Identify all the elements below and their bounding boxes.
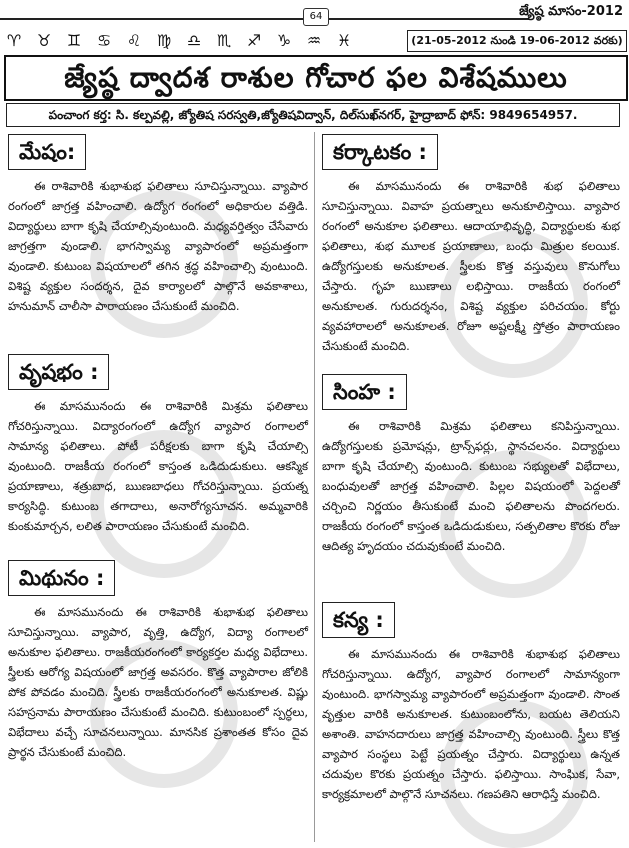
kanya-heading: కన్య :: [322, 602, 395, 638]
kanya-body: ఈ మాసమునందు ఈ రాశివారికి శుభాశుభ ఫలితాలు గోచరిస్తున్నాయి. ఉద్యోగ, వ్యాపార రంగాలలో సామాన్యంగా వుంటుంది. భాగస్వామ్య వ్యాపారంలో అప్రమత్తంగా వుండాలి. సొంత వృత్తుల వారికి అనుకూలత. కుటుంబంలోను, బయట తెలియని అశాంతి. వాహనదారులు జాగ్రత్త వహించాల్సి వుంటుంది. స్త్రీలు కొత్త వ్యాపార సంస్థలు పెట్టే ప్రయత్నం చేస్తారు. విద్యార్థులు ఉన్నత చదువుల కొరకు ప్రయత్నం చేస్తారు. ఫలిస్తాయి. సాంఘిక, సేవా, కార్యక్రమాలలో పాల్గొనే సూచనలు. గణపతిని ఆరాధిస్తే మంచిది.: [322, 647, 620, 801]
aquarius-icon: ♒: [306, 31, 322, 50]
mithunam-body: ఈ మాసమునందు ఈ రాశివారికి శుభాశుభ ఫలితాలు సూచిస్తున్నాయి. వ్యాపార, వృత్తి, ఉద్యోగ, విద్యా రంగాలలో అనుకూల ఫలితాలు. రాజకీయరంగంలో కార్యకర్తల మధ్య విభేదాలు. స్త్రీలకు ఆరోగ్య విషయంలో జాగ్రత్త అవసరం. కొత్త వ్యాపారాల జోలికి పోక పోవడం మంచిది. స్త్రీలకు రాజకీయరంగంలో అనుకూలత. విష్ణు సహస్రనామ పారాయణం చేసుకుంటే మంచిది. కుటుంబంలో స్పర్ధలు, విభేదాలు వచ్చే సూచనలున్నాయి. మానసిక ప్రశాంతత కోసం దైవ ప్రార్థన చేసుకుంటే మంచిది.: [8, 605, 308, 759]
vrushabham-body: ఈ మాసమునందు ఈ రాశివారికి మిశ్రమ ఫలితాలు గోచరిస్తున్నాయి. విద్యారంగంలో ఉద్యోగ వ్యాపార రంగాలలో సామాన్య ఫలితాలు. పోటీ పరీక్షలకు బాగా కృషి చేయాల్సి వుంటుంది. రాజకీయ రంగంలో కాస్తంత ఒడిదుడుకులు. ఆకస్మిక ప్రయాణాలు, శత్రుబాధ, ఋణబాధలు గోచరిస్తున్నాయి. ప్రయత్న కార్యసిద్ధి. కుటుంబ తగాదాలు, అనారోగ్యసూచన. అమ్మవారికి కుంకుమార్చన, లలిత పారాయణం చేసుకుంటే మంచిది.: [8, 399, 308, 533]
mesham-body: ఈ రాశివారికి శుభాశుభ ఫలితాలు సూచిస్తున్నాయి. వ్యాపార రంగంలో జాగ్రత్త వహించాలి. ఉద్యోగ రంగంలో అధికారుల వత్తిడి. విద్యార్థులు బాగా కృషి చేయాల్సివుంటుంది. మధ్యవర్తిత్వం చేసేవారు జాగ్రత్తగా వుండాలి. భాగస్వామ్య వ్యాపారంలో అప్రమత్తంగా వుండాలి. కుటుంబ విషయాలలో తగిన శ్రద్ధ వహించాల్సి వుంటుంది. విశిష్ట వ్యక్తుల సందర్శన, దైవ కార్యాలలో పాల్గొనే అవకాశాలు, హనుమాన్ చాలీసా పారాయణం చేసుకుంటే మంచిది.: [8, 179, 308, 313]
kanya-text: [322, 644, 620, 844]
taurus-icon: ♉: [36, 31, 52, 50]
pisces-icon: ♓: [336, 31, 352, 50]
header-rule: [0, 18, 529, 20]
karkatakam-heading: కర్కాటకం :: [322, 134, 438, 170]
simham-body: ఈ రాశివారికి మిశ్రమ ఫలితాలు కనిపిస్తున్నాయి. ఉద్యోగస్తులకు ప్రమోషన్లు, ట్రాన్స్‌ఫర్లు, స్థానచలనం. విద్యార్థులు బాగా కృషి చేయాల్సి వుంటుంది. కుటుంబ సభ్యులతో విభేదాలు, బంధువులతో జాగ్రత్త వహించాలి. పిల్లల విషయంలో పెద్దలతో చర్చించి నిర్ణయం తీసుకుంటే మంచి ఫలితాలను పొందగలరు. రాజకీయ రంగంలో కాస్తంత ఒడిదుడుకులు, సత్పలితాల కొరకు రోజు ఆదిత్య హృదయం చదువుకుంటే మంచిది.: [322, 419, 620, 553]
mesham-heading: మేషం:: [8, 134, 86, 170]
libra-icon: ♎: [186, 31, 202, 50]
leo-icon: ♌: [126, 31, 142, 50]
column-divider: [314, 132, 315, 842]
virgo-icon: ♍: [156, 31, 172, 50]
page-header: [0, 0, 629, 26]
mesham-text: [8, 176, 308, 346]
scorpio-icon: ♏: [216, 31, 232, 50]
vrushabham-heading: వృషభం :: [8, 354, 109, 390]
period-range: (21-05-2012 నుండి 19-06-2012 వరకు): [407, 30, 627, 52]
mithunam-text: [8, 602, 308, 842]
page-title: జ్యేష్ఠ ద్వాదశ రాశుల గోచార ఫల విశేషములు: [4, 55, 628, 101]
page-number: 64: [303, 8, 329, 26]
karkatakam-text: [322, 176, 620, 366]
zodiac-icons-row: [2, 30, 402, 52]
vrushabham-text: [8, 396, 308, 558]
sagittarius-icon: ♐: [246, 31, 262, 50]
simham-heading: సింహ :: [322, 374, 407, 410]
capricorn-icon: ♑: [276, 31, 292, 50]
aries-icon: ♈: [6, 31, 22, 50]
gemini-icon: ♊: [66, 31, 82, 50]
karkatakam-body: ఈ మాసమునందు ఈ రాశివారికి శుభ ఫలితాలు సూచిస్తున్నాయి. వివాహ ప్రయత్నాలు అనుకూలిస్తాయి. వ్యాపార రంగంలో అనుకూల ఫలితాలు. ఆదాయాభివృద్ధి, విద్యార్థులకు శుభ ఫలితాలు, శుభ మూలక ప్రయాణాలు, బంధు మిత్రుల కలయిక. ఉద్యోగస్తులకు అనుకూలత. స్త్రీలకు కొత్త వస్తువులు కొనుగోలు చేస్తారు. గృహ ఋణాలు లభిస్తాయి. రాజకీయ రంగంలో అనుకూలత. గురుదర్శనం, విశిష్ట వ్యక్తుల పరిచయం. కోర్టు వ్యవహారాలలో అనుకూలత. రోజూ అష్టలక్ష్మీ స్తోత్రం పారాయణం చేసుకుంటే మంచిది.: [322, 179, 620, 353]
simham-text: [322, 416, 620, 586]
month-label: జ్యేష్ఠ మాసం-2012: [519, 4, 623, 19]
credit-line: పంచాంగ కర్త: సి. కల్పవల్లి, జ్యోతిష సరస్వతి,జ్యోతిషవిద్వాన్, దిల్‌సుఖ్‌నగర్, హైద్రాబాద్ ఫోన్: 9849654957.: [6, 103, 620, 127]
cancer-icon: ♋: [96, 31, 112, 50]
mithunam-heading: మిథునం :: [8, 560, 115, 596]
